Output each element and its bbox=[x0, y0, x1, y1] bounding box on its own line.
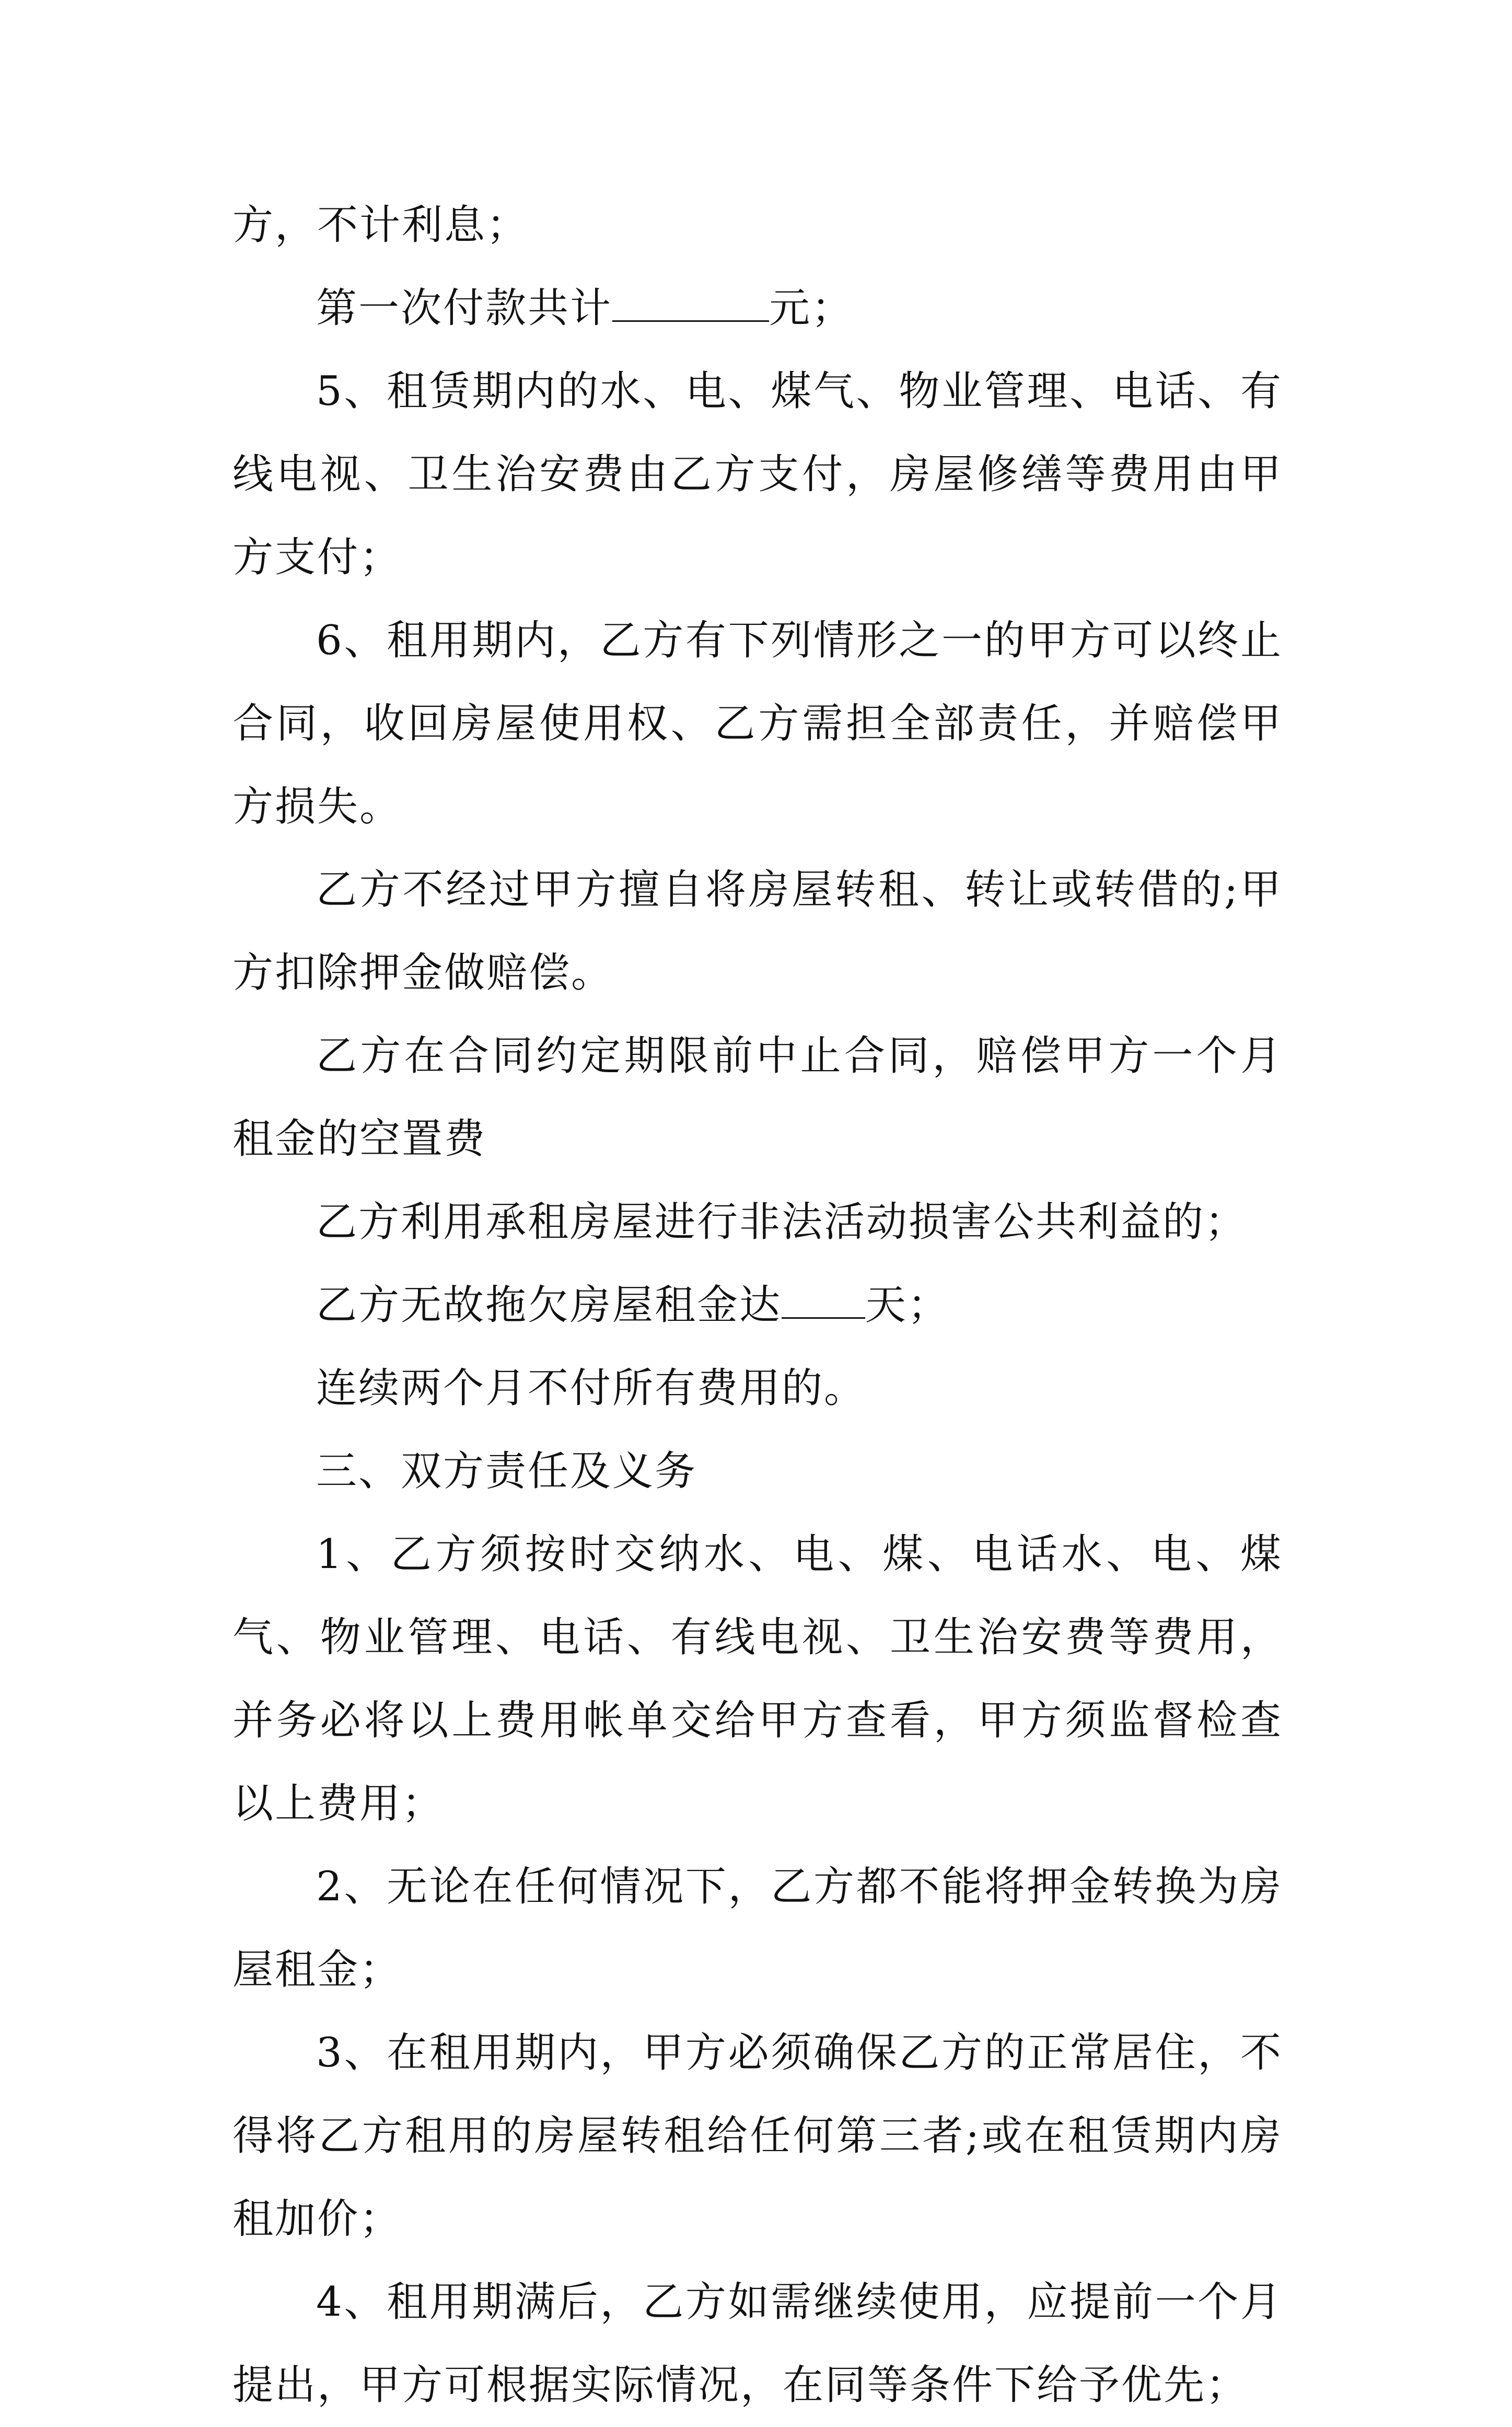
paragraph-duty-1: 1、乙方须按时交纳水、电、煤、电话水、电、煤气、物业管理、电话、有线电视、卫生治安费等费用，并务必将以上费用帐单交给甲方查看，甲方须监督检查以上费用； bbox=[232, 1531, 1283, 1827]
paragraph-continuation: 方，不计利息； bbox=[232, 202, 529, 249]
paragraph-illegal-use: 乙方利用承租房屋进行非法活动损害公共利益的； bbox=[316, 1199, 1248, 1246]
paragraph-duty-2: 2、无论在任何情况下，乙方都不能将押金转换为房屋租金； bbox=[232, 1863, 1283, 1993]
paragraph-unpaid-fees: 连续两个月不付所有费用的。 bbox=[316, 1365, 867, 1412]
first-payment-unit: 元； bbox=[769, 285, 854, 332]
rent-arrears-label: 乙方无故拖欠房屋租金达 bbox=[316, 1282, 782, 1329]
paragraph-early-termination: 乙方在合同约定期限前中止合同，赔偿甲方一个月租金的空置费 bbox=[232, 1032, 1283, 1163]
paragraph-clause-5: 5、租赁期内的水、电、煤气、物业管理、电话、有线电视、卫生治安费由乙方支付，房屋修缮等费用由甲方支付； bbox=[232, 368, 1283, 581]
rent-arrears-days-blank bbox=[782, 1275, 865, 1319]
first-payment-label: 第一次付款共计 bbox=[316, 285, 613, 332]
paragraph-first-payment bbox=[232, 267, 1283, 350]
paragraph-duty-4: 4、租用期满后，乙方如需继续使用，应提前一个月提出，甲方可根据实际情况，在同等条件下给予优先； bbox=[232, 2279, 1283, 2409]
section-heading-responsibilities: 三、双方责任及义务 bbox=[316, 1448, 697, 1495]
paragraph-sublet: 乙方不经过甲方擅自将房屋转租、转让或转借的;甲方扣除押金做赔偿。 bbox=[232, 866, 1283, 996]
contract-body bbox=[232, 184, 1283, 2427]
rent-arrears-unit: 天； bbox=[865, 1282, 950, 1329]
paragraph-rent-arrears bbox=[232, 1264, 1283, 1347]
paragraph-duty-3: 3、在租用期内，甲方必须确保乙方的正常居住，不得将乙方租用的房屋转租给任何第三者;或在租赁期内房租加价； bbox=[232, 2029, 1283, 2243]
first-payment-blank bbox=[612, 278, 769, 322]
paragraph-clause-6: 6、租用期内，乙方有下列情形之一的甲方可以终止合同，收回房屋使用权、乙方需担全部责任，并赔偿甲方损失。 bbox=[232, 617, 1283, 830]
